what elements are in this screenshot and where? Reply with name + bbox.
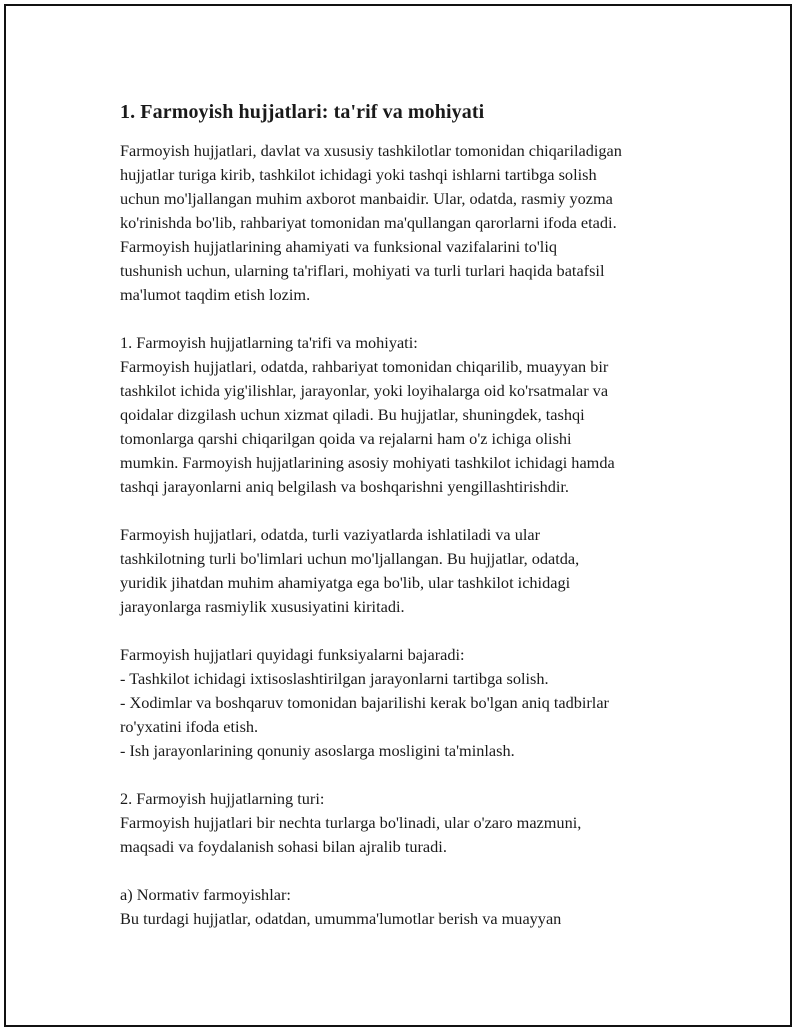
text-line: tushunish uchun, ularning ta'riflari, mohiyati va turli turlari haqida batafsil	[120, 261, 605, 280]
text-line: - Xodimlar va boshqaruv tomonidan bajarilishi kerak bo'lgan aniq tadbirlar	[120, 693, 609, 712]
text-line: ro'yxatini ifoda etish.	[120, 717, 259, 736]
text-line: ma'lumot taqdim etish lozim.	[120, 285, 311, 304]
paragraph-gap	[120, 499, 700, 523]
text-line: hujjatlar turiga kirib, tashkilot ichidagi yoki tashqi ishlarni tartibga solish	[120, 165, 597, 184]
text-line: tashkilot ichida yig'ilishlar, jarayonlar, yoki loyihalarga oid ko'rsatmalar va	[120, 381, 609, 400]
paragraph-gap	[120, 619, 700, 643]
text-line: Farmoyish hujjatlarining ahamiyati va funksional vazifalarini to'liq	[120, 237, 557, 256]
text-line: Farmoyish hujjatlari, odatda, rahbariyat tomonidan chiqarilib, muayyan bir	[120, 357, 609, 376]
text-line: 1. Farmoyish hujjatlarning ta'rifi va mohiyati:	[120, 333, 418, 352]
paragraph-gap	[120, 307, 700, 331]
paragraph-gap	[120, 763, 700, 787]
text-line: a) Normativ farmoyishlar:	[120, 885, 291, 904]
paragraph	[120, 883, 700, 931]
text-line: - Ish jarayonlarining qonuniy asoslarga mosligini ta'minlash.	[120, 741, 515, 760]
text-line: yuridik jihatdan muhim ahamiyatga ega bo'lib, ular tashkilot ichidagi	[120, 573, 571, 592]
text-line: maqsadi va foydalanish sohasi bilan ajralib turadi.	[120, 837, 447, 856]
text-line: Farmoyish hujjatlari quyidagi funksiyalarni bajaradi:	[120, 645, 465, 664]
document-content	[120, 99, 700, 931]
text-line: tashqi jarayonlarni aniq belgilash va boshqarishni yengillashtirishdir.	[120, 477, 570, 496]
text-line: jarayonlarga rasmiylik xususiyatini kiritadi.	[120, 597, 405, 616]
text-line: - Tashkilot ichidagi ixtisoslashtirilgan jarayonlarni tartibga solish.	[120, 669, 549, 688]
text-line: uchun mo'ljallangan muhim axborot manbaidir. Ular, odatda, rasmiy yozma	[120, 189, 613, 208]
paragraph-gap	[120, 859, 700, 883]
text-line: Farmoyish hujjatlari, odatda, turli vaziyatlarda ishlatiladi va ular	[120, 525, 541, 544]
text-line: ko'rinishda bo'lib, rahbariyat tomonidan ma'qullangan qarorlarni ifoda etadi.	[120, 213, 617, 232]
text-line: Bu turdagi hujjatlar, odatdan, umumma'lumotlar berish va muayyan	[120, 909, 562, 928]
section-heading: 1. Farmoyish hujjatlari: ta'rif va mohiyati	[120, 101, 485, 123]
text-line: qoidalar dizgilash uchun xizmat qiladi. Bu hujjatlar, shuningdek, tashqi	[120, 405, 585, 424]
text-line: mumkin. Farmoyish hujjatlarining asosiy mohiyati tashkilot ichidagi hamda	[120, 453, 615, 472]
paragraph	[120, 523, 700, 619]
text-line: Farmoyish hujjatlari, davlat va xususiy tashkilotlar tomonidan chiqariladigan	[120, 141, 622, 160]
document-body	[120, 139, 700, 931]
document-page	[4, 4, 792, 1027]
paragraph	[120, 139, 700, 307]
paragraph	[120, 787, 700, 859]
text-line: tashkilotning turli bo'limlari uchun mo'ljallangan. Bu hujjatlar, odatda,	[120, 549, 580, 568]
paragraph	[120, 643, 700, 763]
text-line: Farmoyish hujjatlari bir nechta turlarga bo'linadi, ular o'zaro mazmuni,	[120, 813, 582, 832]
text-line: tomonlarga qarshi chiqarilgan qoida va rejalarni ham o'z ichiga olishi	[120, 429, 572, 448]
text-line: 2. Farmoyish hujjatlarning turi:	[120, 789, 325, 808]
paragraph	[120, 331, 700, 499]
